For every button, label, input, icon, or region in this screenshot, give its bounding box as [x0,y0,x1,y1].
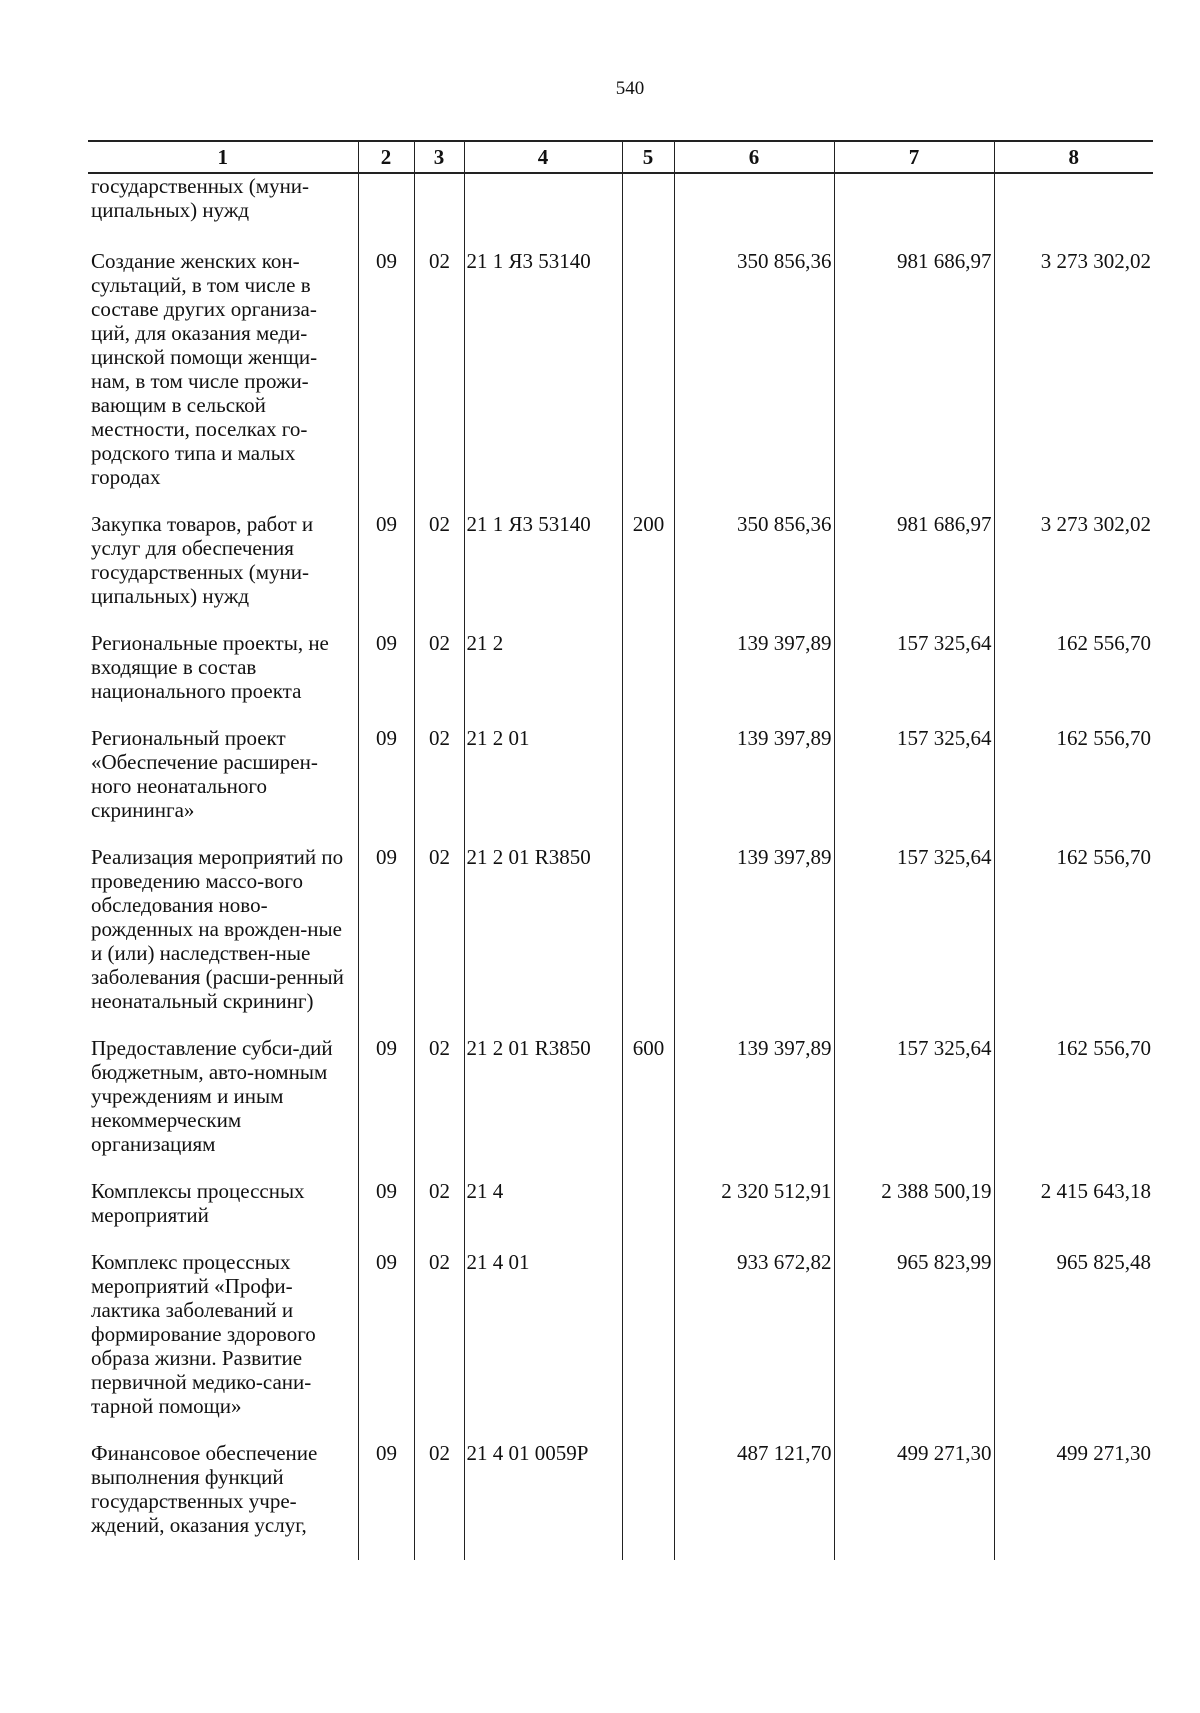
subsection-code: 02 [414,512,464,631]
column-header: 2 [358,141,414,173]
column-header: 4 [464,141,622,173]
expense-type-code: 200 [622,512,674,631]
amount-year-2: 157 325,64 [834,1036,994,1179]
row-name: государственных (муни-ципальных) нужд [88,173,358,249]
section-code [358,173,414,249]
column-header: 7 [834,141,994,173]
table-row [88,631,1153,726]
subsection-code [414,173,464,249]
expense-type-code [622,631,674,726]
amount-year-1: 933 672,82 [674,1250,834,1441]
table-row [88,512,1153,631]
column-header: 5 [622,141,674,173]
row-name: Реализация мероприятий по проведению массо-вого обследования ново-рожденных на врожден-ные и (или) наследствен-ные заболевания (расши-ренный неонатальный скрининг) [88,845,358,1036]
table-header-row [88,141,1153,173]
amount-year-1: 350 856,36 [674,512,834,631]
amount-year-2: 981 686,97 [834,249,994,512]
amount-year-3: 162 556,70 [994,1036,1153,1179]
section-code: 09 [358,249,414,512]
amount-year-3: 162 556,70 [994,631,1153,726]
row-name: Создание женских кон-сультаций, в том числе в составе других организа-ций, для оказания меди-цинской помощи женщи-нам, в том числе прожи-вающим в сельской местности, поселках го-родского типа и малых городах [88,249,358,512]
subsection-code: 02 [414,249,464,512]
subsection-code: 02 [414,1036,464,1179]
budget-table-container [88,140,1153,1570]
column-header: 3 [414,141,464,173]
section-code: 09 [358,1036,414,1179]
column-header: 1 [88,141,358,173]
subsection-code: 02 [414,726,464,845]
table-row [88,845,1153,1036]
section-code: 09 [358,726,414,845]
amount-year-1: 139 397,89 [674,726,834,845]
amount-year-2: 157 325,64 [834,631,994,726]
expense-type-code: 600 [622,1036,674,1179]
amount-year-3: 3 273 302,02 [994,249,1153,512]
amount-year-3: 965 825,48 [994,1250,1153,1441]
target-article-code [464,173,622,249]
amount-year-3: 3 273 302,02 [994,512,1153,631]
target-article-code: 21 4 [464,1179,622,1250]
row-name: Предоставление субси-дий бюджетным, авто-номным учреждениям и иным некоммерческим организациям [88,1036,358,1179]
target-article-code: 21 1 Я3 53140 [464,512,622,631]
target-article-code: 21 2 [464,631,622,726]
target-article-code: 21 2 01 [464,726,622,845]
amount-year-1 [674,173,834,249]
row-name: Финансовое обеспечение выполнения функций государственных учре-ждений, оказания услуг, [88,1441,358,1560]
amount-year-3: 162 556,70 [994,845,1153,1036]
amount-year-1: 139 397,89 [674,845,834,1036]
section-code: 09 [358,845,414,1036]
table-row [88,1036,1153,1179]
expense-type-code [622,1179,674,1250]
amount-year-1: 139 397,89 [674,1036,834,1179]
table-row [88,249,1153,512]
subsection-code: 02 [414,631,464,726]
expense-type-code [622,845,674,1036]
amount-year-3 [994,173,1153,249]
amount-year-2 [834,173,994,249]
expense-type-code [622,1441,674,1560]
amount-year-2: 2 388 500,19 [834,1179,994,1250]
expense-type-code [622,173,674,249]
amount-year-2: 981 686,97 [834,512,994,631]
amount-year-2: 157 325,64 [834,726,994,845]
section-code: 09 [358,512,414,631]
expense-type-code [622,726,674,845]
expense-type-code [622,1250,674,1441]
row-name: Региональные проекты, не входящие в состав национального проекта [88,631,358,726]
target-article-code: 21 2 01 R3850 [464,845,622,1036]
table-row [88,1441,1153,1560]
amount-year-3: 162 556,70 [994,726,1153,845]
column-header: 6 [674,141,834,173]
row-name: Региональный проект «Обеспечение расширен-ного неонатального скрининга» [88,726,358,845]
page-number: 540 [615,78,645,99]
table-row [88,726,1153,845]
row-name: Закупка товаров, работ и услуг для обеспечения государственных (муни-ципальных) нужд [88,512,358,631]
expense-type-code [622,249,674,512]
subsection-code: 02 [414,1250,464,1441]
table-row [88,173,1153,249]
amount-year-1: 139 397,89 [674,631,834,726]
amount-year-2: 499 271,30 [834,1441,994,1560]
subsection-code: 02 [414,1179,464,1250]
amount-year-1: 350 856,36 [674,249,834,512]
column-header: 8 [994,141,1153,173]
target-article-code: 21 4 01 0059Р [464,1441,622,1560]
subsection-code: 02 [414,845,464,1036]
table-row [88,1250,1153,1441]
row-name: Комплекс процессных мероприятий «Профи-лактика заболеваний и формирование здорового образа жизни. Развитие первичной медико-сани-тарной помощи» [88,1250,358,1441]
row-name: Комплексы процессных мероприятий [88,1179,358,1250]
amount-year-2: 157 325,64 [834,845,994,1036]
amount-year-2: 965 823,99 [834,1250,994,1441]
section-code: 09 [358,1441,414,1560]
section-code: 09 [358,1250,414,1441]
target-article-code: 21 4 01 [464,1250,622,1441]
subsection-code: 02 [414,1441,464,1560]
amount-year-3: 499 271,30 [994,1441,1153,1560]
amount-year-1: 2 320 512,91 [674,1179,834,1250]
section-code: 09 [358,1179,414,1250]
target-article-code: 21 2 01 R3850 [464,1036,622,1179]
table-row [88,1179,1153,1250]
section-code: 09 [358,631,414,726]
amount-year-3: 2 415 643,18 [994,1179,1153,1250]
target-article-code: 21 1 Я3 53140 [464,249,622,512]
budget-table [88,140,1153,1560]
amount-year-1: 487 121,70 [674,1441,834,1560]
